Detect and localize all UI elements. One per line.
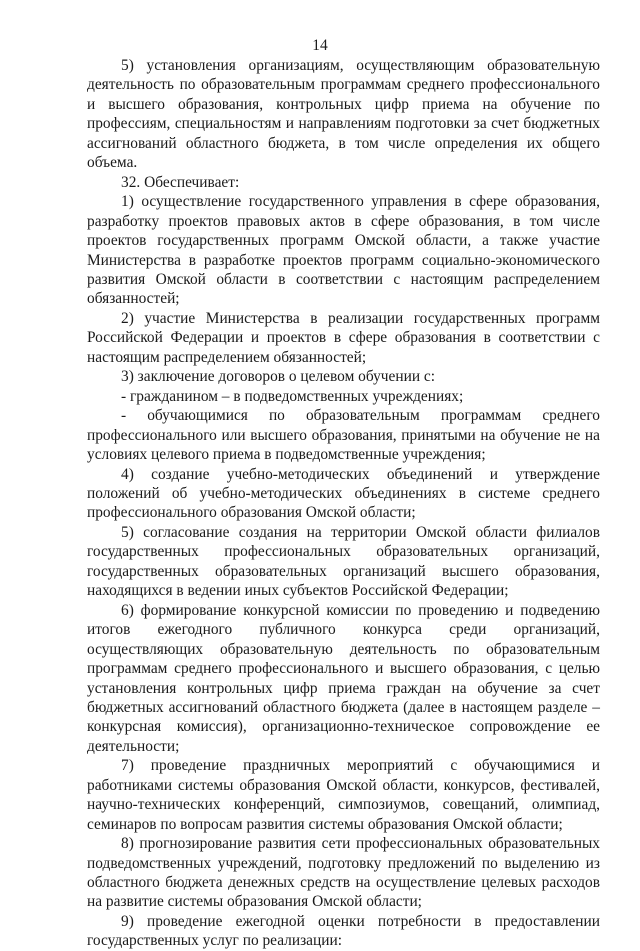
- paragraph-item-5-branches: 5) согласование создания на территории Омской области филиалов государственных профессиональных образовательных организаций, государственных образовательных организаций высшего образования, находящихся в ведении иных субъектов Российской Федерации;: [87, 523, 600, 600]
- paragraph-dash-citizen: - гражданином – в подведомственных учреждениях;: [121, 387, 464, 405]
- paragraph-item-7-events: 7) проведение праздничных мероприятий с обучающимися и работниками системы образования Омской области, конкурсов, фестивалей, научно-технических конференций, симпозиумов, совещаний, олимпиад, семинаров по вопросам развития системы образования Омской области;: [87, 757, 600, 833]
- document-body: [87, 56, 600, 951]
- paragraph-item-1-state-management: 1) осуществление государственного управления в сфере образования, разработку проектов правовых актов в сфере образования, в том числе проектов государственных программ Омской области, а также участие Министерства в разработке проектов программ социально-экономического развития Омской области в соответствии с настоящим распределением обязанностей;: [87, 193, 600, 308]
- paragraph-dash-students: - обучающимися по образовательным программам среднего профессионального или высшего образования, принятыми на обучение не на условиях целевого приема в подведомственные учреждения;: [87, 407, 600, 464]
- paragraph-clause-32-heading: 32. Обеспечивает:: [121, 173, 240, 191]
- page-number: 14: [312, 37, 328, 54]
- paragraph-item-3-target-training: 3) заключение договоров о целевом обучении с:: [121, 368, 436, 386]
- paragraph-item-5-establishment: 5) установления организациям, осуществляющим образовательную деятельность по образовательным программам среднего профессионального и высшего образования, контрольных цифр приема на обучение по профессиям, специальностям и направлениям подготовки за счет бюджетных ассигнований областного бюджета, в том числе определения их общего объема.: [87, 57, 600, 172]
- paragraph-item-8-forecasting: 8) прогнозирование развития сети профессиональных образовательных подведомственных учреждений, подготовку предложений по выделению из областного бюджета денежных средств на осуществление целевых расходов на развитие системы образования Омской области;: [87, 835, 600, 911]
- paragraph-item-2-federal-programs: 2) участие Министерства в реализации государственных программ Российской Федерации и проектов в сфере образования в соответствии с настоящим распределением обязанностей;: [87, 309, 600, 366]
- paragraph-item-4-methodical-associations: 4) создание учебно-методических объединений и утверждение положений об учебно-методических объединениях в системе среднего профессионального образования Омской области;: [87, 465, 600, 522]
- paragraph-item-9-assessment: 9) проведение ежегодной оценки потребности в предоставлении государственных услуг по реализации:: [87, 912, 600, 950]
- paragraph-item-6-competition-commission: 6) формирование конкурсной комиссии по проведению и подведению итогов ежегодного публичного конкурса среди организаций, осуществляющих образовательную деятельность по образовательным программам среднего профессионального и высшего образования, с целью установления контрольных цифр приема граждан на обучение за счет бюджетных ассигнований областного бюджета (далее в настоящем разделе – конкурсная комиссия), организационно-техническое сопровождение ее деятельности;: [87, 601, 600, 755]
